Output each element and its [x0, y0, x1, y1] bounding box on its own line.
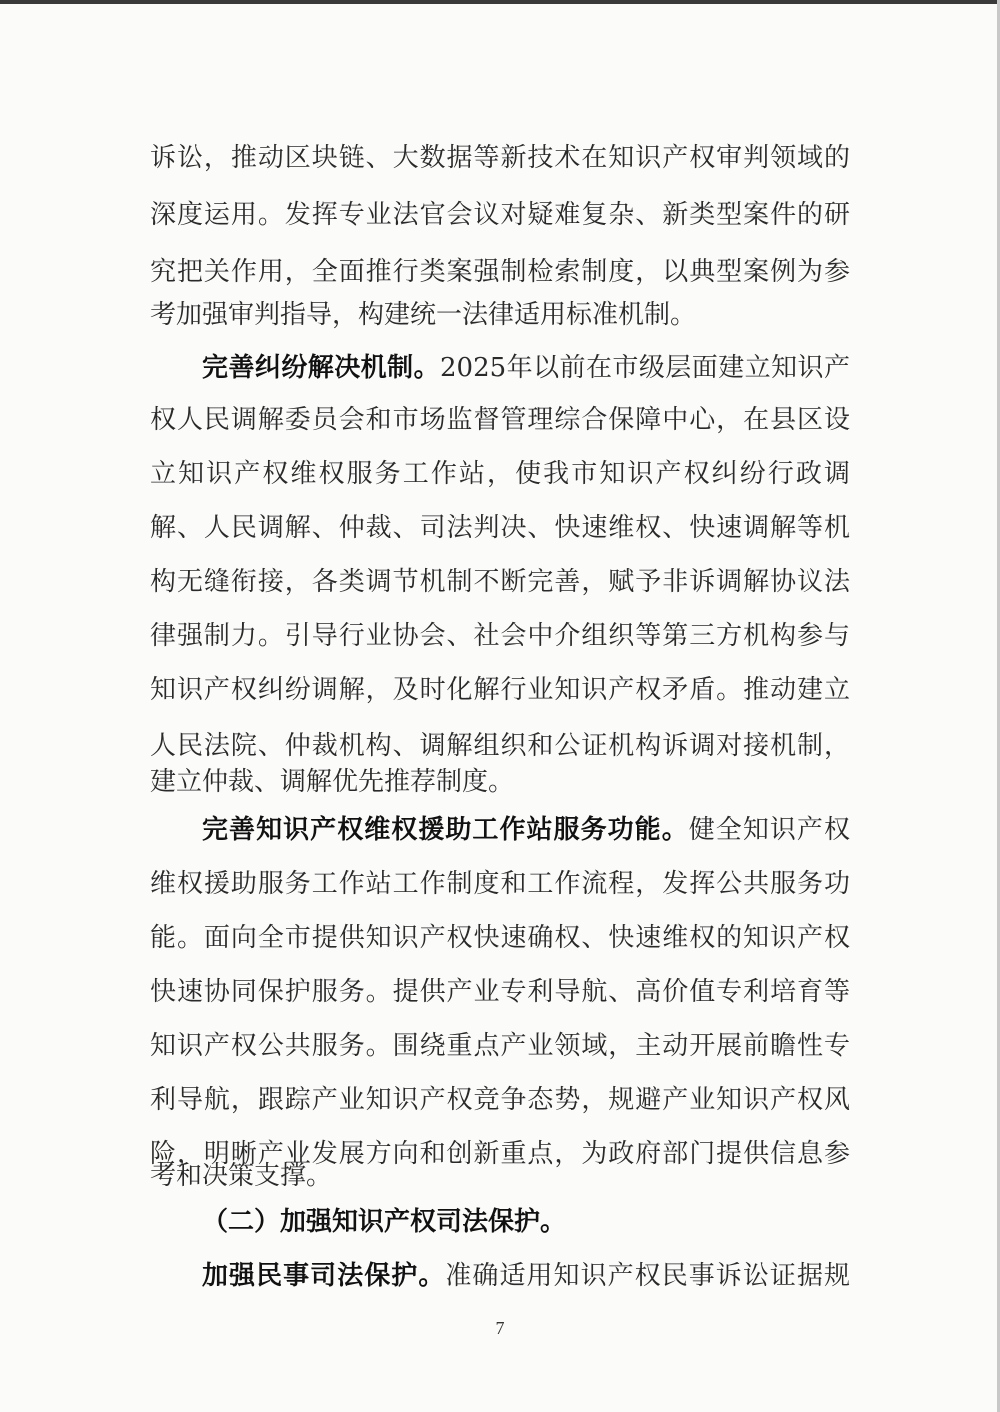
text-line: 考加强审判指导，构建统一法律适用标准机制。: [150, 300, 697, 330]
text-line: 权人民调解委员会和市场监督管理综合保障中心，在县区设: [150, 405, 850, 435]
text-line: 深度运用。发挥专业法官会议对疑难复杂、新类型案件的研: [150, 200, 850, 230]
paragraph-first-line: [202, 1258, 850, 1294]
section-heading: （二）加强知识产权司法保护。: [202, 1207, 567, 1237]
paragraph-text: 健全知识产权: [688, 815, 850, 845]
paragraph-text: 2025年以前在市级层面建立知识产: [440, 353, 850, 383]
text-line: 维权援助服务工作站工作制度和工作流程，发挥公共服务功: [150, 869, 850, 899]
text-line: 知识产权纠纷调解，及时化解行业知识产权矛盾。推动建立: [150, 675, 850, 705]
paragraph-text: 准确适用知识产权民事诉讼证据规: [445, 1261, 850, 1291]
text-line: 解、人民调解、仲裁、司法判决、快速维权、快速调解等机: [150, 513, 850, 543]
text-line: 立知识产权维权服务工作站，使我市知识产权纠纷行政调: [150, 459, 850, 489]
paragraph-heading: 加强民事司法保护。: [202, 1261, 446, 1291]
paragraph-first-line: [202, 350, 850, 386]
text-line: 利导航，跟踪产业知识产权竞争态势，规避产业知识产权风: [150, 1085, 850, 1115]
paragraph-heading: 完善知识产权维权援助工作站服务功能。: [202, 815, 689, 845]
scan-top-edge: [0, 0, 1000, 4]
text-line: 律强制力。引导行业协会、社会中介组织等第三方机构参与: [150, 621, 850, 651]
paragraph-first-line: [202, 812, 850, 848]
text-line: 人民法院、仲裁机构、调解组织和公证机构诉调对接机制，: [150, 731, 850, 761]
page-number: 7: [495, 1318, 505, 1338]
text-line: 诉讼，推动区块链、大数据等新技术在知识产权审判领域的: [150, 143, 850, 173]
text-line: 究把关作用，全面推行类案强制检索制度，以典型案例为参: [150, 257, 850, 287]
text-line: 能。面向全市提供知识产权快速确权、快速维权的知识产权: [150, 923, 850, 953]
text-line: 险，明晰产业发展方向和创新重点，为政府部门提供信息参: [150, 1139, 850, 1169]
paragraph-heading: 完善纠纷解决机制。: [202, 353, 441, 383]
text-line: 快速协同保护服务。提供产业专利导航、高价值专利培育等: [150, 977, 850, 1007]
text-line: 知识产权公共服务。围绕重点产业领域，主动开展前瞻性专: [150, 1031, 850, 1061]
text-line: 建立仲裁、调解优先推荐制度。: [150, 767, 515, 797]
text-line: 构无缝衔接，各类调节机制不断完善，赋予非诉调解协议法: [150, 567, 850, 597]
text-line: 考和决策支撑。: [150, 1161, 333, 1191]
